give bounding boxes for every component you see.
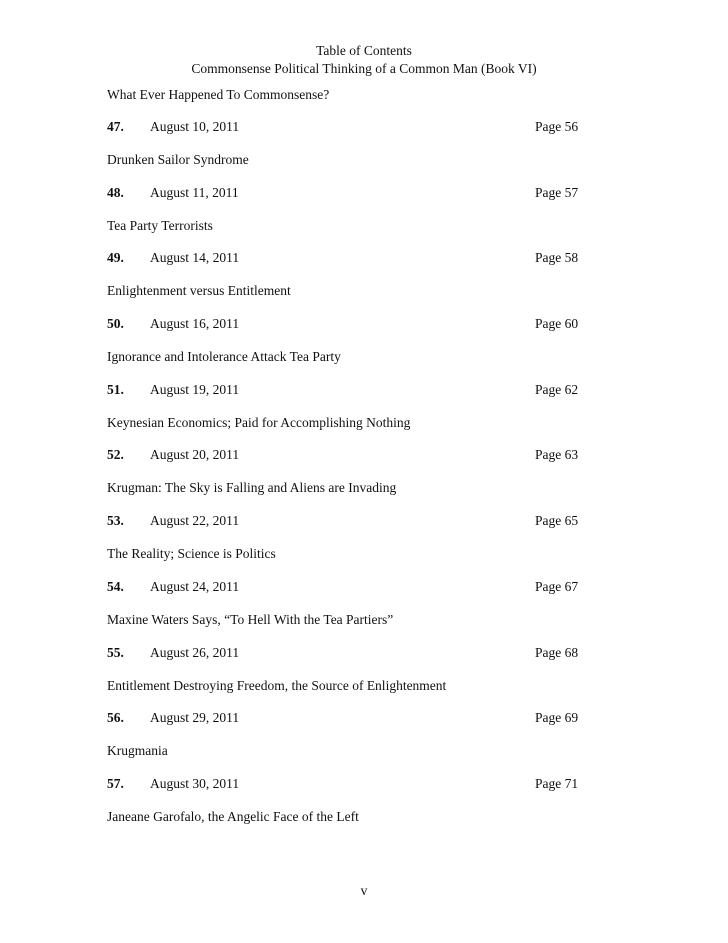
entry-date: August 20, 2011 [150, 447, 240, 463]
intro-article-title: What Ever Happened To Commonsense? [107, 87, 330, 102]
entry-title: Janeane Garofalo, the Angelic Face of the Left [107, 808, 359, 824]
entry-page: Page 58 [535, 250, 579, 266]
toc-entry [107, 710, 587, 776]
toc-entry [107, 513, 587, 579]
toc-entry-row [107, 579, 587, 595]
toc-entry-row [107, 316, 587, 332]
entry-page: Page 62 [535, 381, 579, 397]
book-title: Commonsense Political Thinking of a Common Man (Book VI) [191, 61, 537, 76]
entry-page: Page 67 [535, 578, 579, 594]
entry-title: Ignorance and Intolerance Attack Tea Party [107, 349, 341, 365]
toc-entry [107, 447, 587, 513]
entry-title: Krugman: The Sky is Falling and Aliens are Invading [107, 480, 397, 496]
toc-entry-row [107, 710, 587, 726]
entry-number: 54. [107, 578, 124, 594]
entry-page: Page 65 [535, 513, 579, 529]
toc-entry [107, 579, 587, 645]
entry-title: Drunken Sailor Syndrome [107, 152, 249, 167]
entry-title: Entitlement Destroying Freedom, the Source of Enlightenment [107, 677, 447, 693]
entry-number: 57. [107, 775, 124, 791]
entry-page: Page 60 [535, 316, 579, 332]
entry-page: Page 57 [535, 184, 579, 200]
entry-date: August 14, 2011 [150, 250, 240, 266]
entry-page: Page 69 [535, 710, 579, 726]
entry-date: August 11, 2011 [150, 184, 239, 200]
toc-entry-row [107, 119, 587, 135]
toc-entries [107, 119, 587, 842]
toc-entry-row [107, 250, 587, 266]
entry-page: Page 56 [535, 119, 579, 134]
entry-number: 51. [107, 381, 124, 397]
entry-date: August 24, 2011 [150, 578, 240, 594]
entry-page: Page 71 [535, 775, 579, 791]
entry-date: August 26, 2011 [150, 644, 240, 660]
entry-title: Krugmania [107, 743, 168, 759]
toc-heading: Table of Contents [316, 43, 412, 58]
entry-number: 56. [107, 710, 124, 726]
page-number: v [360, 883, 368, 898]
toc-entry [107, 382, 587, 448]
entry-number: 55. [107, 644, 124, 660]
entry-title: The Reality; Science is Politics [107, 546, 276, 562]
entry-title: Maxine Waters Says, “To Hell With the Tea Partiers” [107, 611, 394, 627]
toc-entry-row [107, 645, 587, 661]
entry-number: 48. [107, 184, 124, 200]
entry-date: August 22, 2011 [150, 513, 240, 529]
entry-title: Enlightenment versus Entitlement [107, 283, 291, 299]
toc-entry [107, 250, 587, 316]
entry-date: August 29, 2011 [150, 710, 240, 726]
toc-entry [107, 119, 587, 185]
entry-date: August 16, 2011 [150, 316, 240, 332]
entry-page: Page 68 [535, 644, 579, 660]
toc-entry-row [107, 513, 587, 529]
entry-title: Keynesian Economics; Paid for Accomplishing Nothing [107, 414, 411, 430]
entry-number: 52. [107, 447, 124, 463]
entry-title: Tea Party Terrorists [107, 217, 213, 233]
entry-date: August 30, 2011 [150, 775, 240, 791]
toc-entry [107, 776, 587, 842]
entry-number: 49. [107, 250, 124, 266]
entry-number: 50. [107, 316, 124, 332]
toc-entry [107, 316, 587, 382]
entry-number: 47. [107, 119, 124, 134]
toc-entry-row [107, 447, 587, 463]
toc-entry-row [107, 185, 587, 201]
entry-page: Page 63 [535, 447, 579, 463]
entry-date: August 10, 2011 [150, 119, 240, 134]
toc-entry-row [107, 382, 587, 398]
toc-entry-row [107, 776, 587, 792]
toc-entry [107, 185, 587, 251]
entry-date: August 19, 2011 [150, 381, 240, 397]
toc-entry [107, 645, 587, 711]
entry-number: 53. [107, 513, 124, 529]
